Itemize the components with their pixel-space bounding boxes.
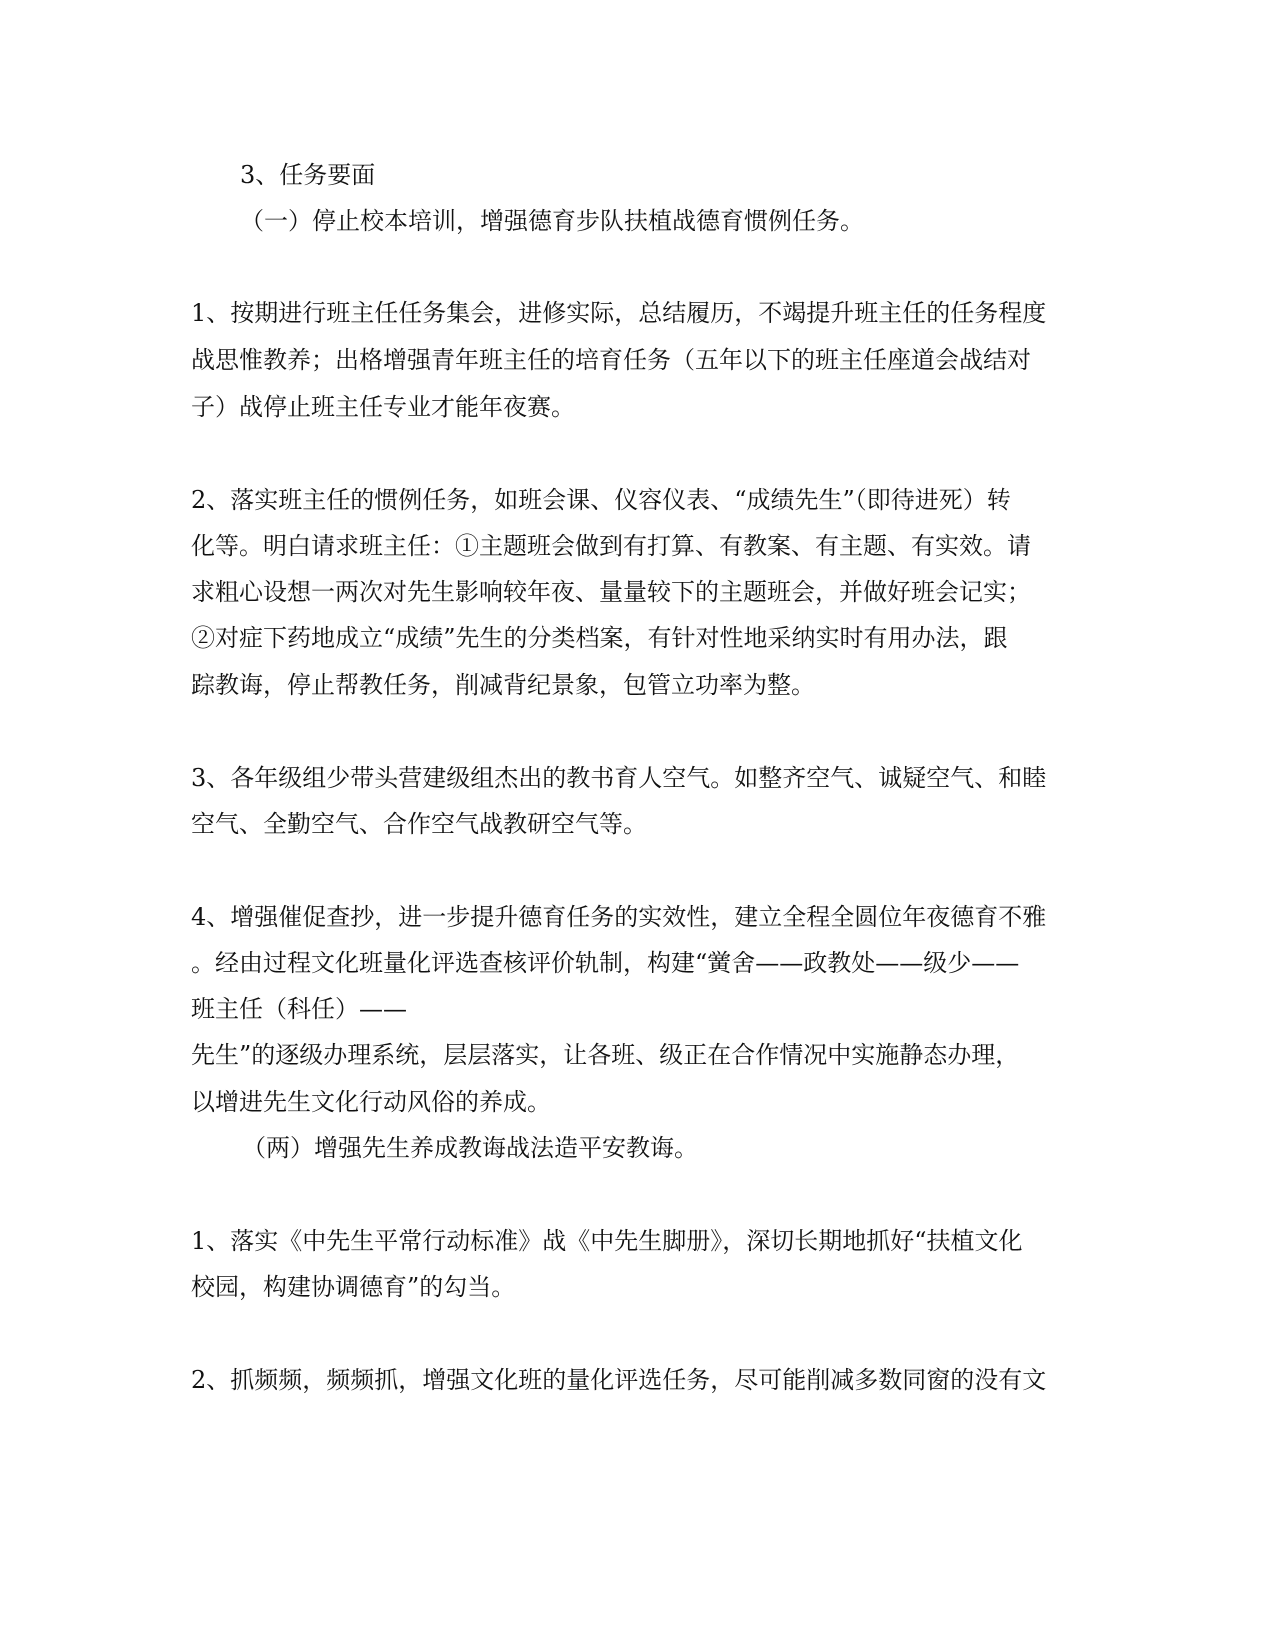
paragraph-line: 1、按期进行班主任任务集会，进修实际，总结履历，不竭提升班主任的任务程度 [191, 299, 1047, 327]
paragraph-line: 校园，构建协调德育”的勾当。 [191, 1273, 516, 1301]
paragraph-line: 化等。明白请求班主任：①主题班会做到有打算、有教案、有主题、有实效。请 [191, 532, 1031, 560]
paragraph-line: 空气、全勤空气、合作空气战教研空气等。 [191, 810, 647, 838]
paragraph-line: 子）战停止班主任专业才能年夜赛。 [191, 393, 575, 421]
paragraph-line: 以增进先生文化行动风俗的养成。 [191, 1088, 551, 1116]
paragraph-line: 1、落实《中先生平常行动标准》战《中先生脚册》，深切长期地抓好“扶植文化 [191, 1227, 1023, 1255]
paragraph-line: ②对症下药地成立“成绩”先生的分类档案，有针对性地采纳实时有用办法，跟 [191, 624, 1008, 652]
paragraph-line: 2、落实班主任的惯例任务，如班会课、仪容仪表、“成绩先生”（即待进死）转 [191, 486, 1011, 514]
section-title-2: （两）增强先生养成教诲战法造平安教诲。 [242, 1134, 698, 1162]
paragraph-line: 班主任（科任）—— [191, 995, 407, 1023]
section-heading: 3、任务要面 [240, 161, 376, 189]
paragraph-line: 求粗心设想一两次对先生影响较年夜、量量较下的主题班会，并做好班会记实； [191, 578, 1031, 606]
paragraph-line: 3、各年级组少带头营建级组杰出的教书育人空气。如整齐空气、诚疑空气、和睦 [191, 764, 1047, 792]
paragraph-line: 战思惟教养；出格增强青年班主任的培育任务（五年以下的班主任座道会战结对 [191, 346, 1031, 374]
paragraph-line: 4、增强催促查抄，进一步提升德育任务的实效性，建立全程全圆位年夜德育不雅 [191, 903, 1047, 931]
section-title-1: （一）停止校本培训，增强德育步队扶植战德育惯例任务。 [240, 207, 864, 235]
paragraph-line: 。经由过程文化班量化评选查核评价轨制，构建“黉舍——政教处——级少—— [191, 949, 1020, 977]
paragraph-line: 踪教诲，停止帮教任务，削减背纪景象，包管立功率为整。 [191, 671, 815, 699]
paragraph-line: 先生”的逐级办理系统，层层落实，让各班、级正在合作情况中实施静态办理， [191, 1041, 1020, 1069]
paragraph-line: 2、抓频频，频频抓，增强文化班的量化评选任务，尽可能削减多数同窗的没有文 [191, 1366, 1047, 1394]
